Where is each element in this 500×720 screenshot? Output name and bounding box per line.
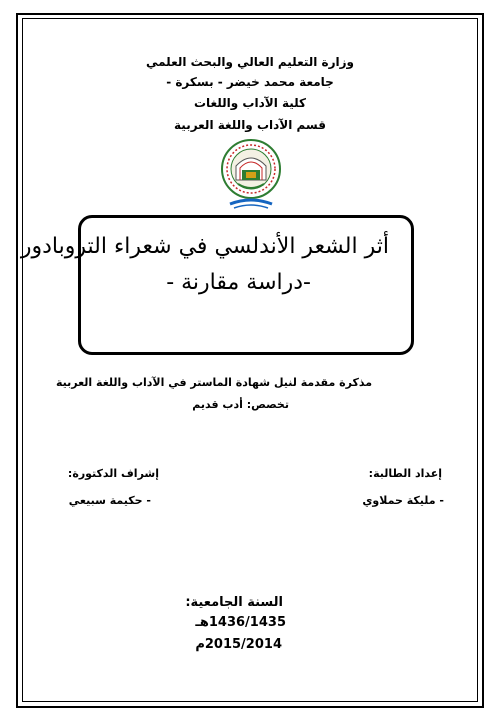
- thesis-subtitle: -دراسة مقارنة -: [166, 270, 311, 295]
- academic-year-gregorian: 2015/2014م: [195, 637, 282, 652]
- thesis-specialty: تخصص: أدب قديم: [192, 398, 289, 411]
- university-heading: جامعة محمد خيضر - بسكرة -: [166, 75, 334, 89]
- ministry-heading: وزارة التعليم العالي والبحث العلمي: [145, 55, 355, 69]
- faculty-heading: كلية الآداب واللغات: [193, 96, 307, 110]
- academic-year-hijri: 1436/1435هـ: [195, 615, 286, 630]
- academic-year-label: السنة الجامعية:: [185, 595, 283, 610]
- supervisor-name: - حكيمة سبيعي: [68, 494, 151, 507]
- title-box: [20, 215, 414, 355]
- thesis-description: مذكرة مقدمة لنيل شهادة الماستر في الآداب واللغة العربية: [55, 376, 372, 389]
- department-heading: قسم الآداب واللغة العربية: [174, 118, 326, 132]
- student-label: إعداد الطالبة:: [368, 467, 442, 480]
- student-name: - مليكة حملاوي: [362, 494, 444, 507]
- supervisor-label: إشراف الدكتورة:: [67, 467, 159, 480]
- thesis-title: أثر الشعر الأندلسي في شعراء التروبادور: [20, 234, 389, 259]
- university-seal-icon: [220, 136, 282, 212]
